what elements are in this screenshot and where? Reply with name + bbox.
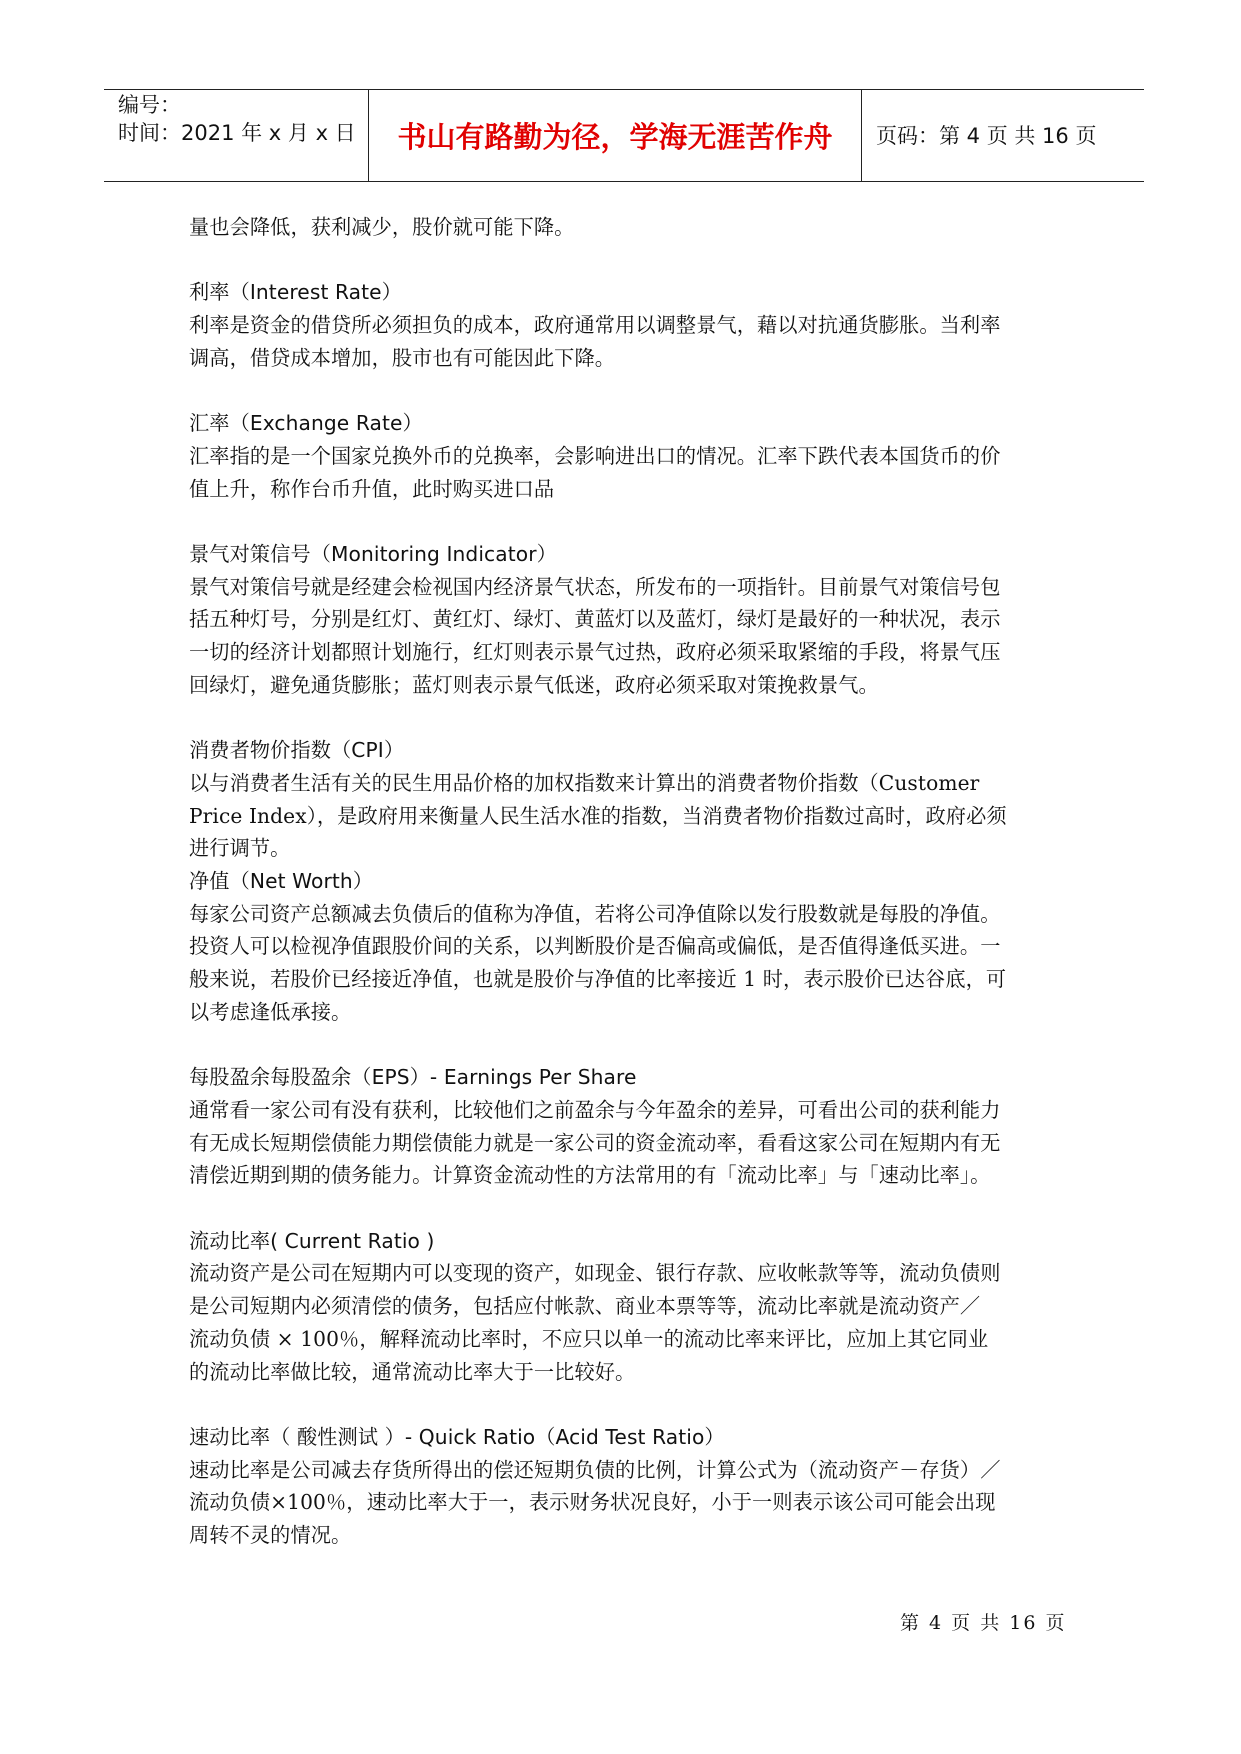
- body-line: 速动比率是公司减去存货所得出的偿还短期负债的比例，计算公式为（流动资产－存货）／: [189, 1457, 1001, 1482]
- body-line: 的流动比率做比较，通常流动比率大于一比较好。: [189, 1359, 636, 1384]
- paragraph-gap: [189, 1192, 1064, 1225]
- body-line: 景气对策信号就是经建会检视国内经济景气状态，所发布的一项指针。目前景气对策信号包: [189, 574, 1001, 599]
- page-footer-number: 第 4 页 共 16 页: [900, 1612, 1067, 1634]
- section-heading-monitoring-indicator: 景气对策信号（Monitoring Indicator）: [189, 541, 557, 566]
- section-heading-cpi: 消费者物价指数（CPI）: [189, 738, 405, 763]
- section-heading-eps: 每股盈余每股盈余（EPS）- Earnings Per Share: [189, 1065, 637, 1090]
- body-line: 量也会降低，获利减少，股价就可能下降。: [189, 215, 575, 239]
- body-line: 值上升，称作台币升值，此时购买进口品: [189, 476, 555, 501]
- section-heading-current-ratio: 流动比率( Current Ratio ): [189, 1228, 435, 1253]
- body-line: 流动负债×100％，速动比率大于一，表示财务状况良好，小于一则表示该公司可能会出现: [189, 1490, 996, 1515]
- body-line: 利率是资金的借贷所必须担负的成本，政府通常用以调整景气，藉以对抗通货膨胀。当利率: [189, 313, 1001, 338]
- paragraph-gap: [189, 702, 1064, 735]
- body-line: 般来说，若股价已经接近净值，也就是股价与净值的比率接近 1 时，表示股价已达谷底，可: [189, 967, 1007, 992]
- document-body: [189, 211, 1064, 1552]
- body-line: 汇率指的是一个国家兑换外币的兑换率，会影响进出口的情况。汇率下跌代表本国货币的价: [189, 443, 1001, 468]
- section-heading-exchange-rate: 汇率（Exchange Rate）: [189, 411, 423, 436]
- header-divider-left: [368, 89, 369, 182]
- paragraph-gap: [189, 505, 1064, 538]
- body-line: 括五种灯号，分别是红灯、黄红灯、绿灯、黄蓝灯以及蓝灯，绿灯是最好的一种状况，表示: [189, 607, 1001, 632]
- header-bottom-rule: [104, 181, 1144, 182]
- document-time-label: 时间：2021 年 x 月 x 日: [118, 121, 356, 145]
- body-line: 每家公司资产总额减去负债后的值称为净值，若将公司净值除以发行股数就是每股的净值。: [189, 901, 1001, 926]
- body-line: 是公司短期内必须清偿的债务，包括应付帐款、商业本票等等，流动比率就是流动资产／: [189, 1294, 981, 1319]
- body-line: 流动负债 × 100％，解释流动比率时，不应只以单一的流动比率来评比，应加上其它同业: [189, 1326, 989, 1351]
- body-line: 以与消费者生活有关的民生用品价格的加权指数来计算出的消费者物价指数（Customer: [189, 770, 980, 795]
- section-heading-quick-ratio: 速动比率（ 酸性测试 ）- Quick Ratio（Acid Test Ratio）: [189, 1424, 725, 1449]
- body-line: 一切的经济计划都照计划施行，红灯则表示景气过热，政府必须采取紧缩的手段，将景气压: [189, 640, 1001, 665]
- body-line: 调高，借贷成本增加，股市也有可能因此下降。: [189, 345, 616, 370]
- body-line: Price Index），是政府用来衡量人民生活水准的指数，当消费者物价指数过高时，政府必须: [189, 803, 1007, 828]
- header-motto: 书山有路勤为径，学海无涯苦作舟: [397, 119, 833, 154]
- paragraph-gap: [189, 244, 1064, 277]
- section-heading-net-worth: 净值（Net Worth）: [189, 869, 374, 893]
- header-divider-right: [861, 89, 862, 182]
- body-line: 周转不灵的情况。: [189, 1523, 352, 1548]
- body-line: 有无成长短期偿债能力期偿债能力就是一家公司的资金流动率，看看这家公司在短期内有无: [189, 1130, 1001, 1155]
- paragraph-gap: [189, 375, 1064, 408]
- document-number-label: 编号：: [118, 93, 181, 117]
- header-page-info: 页码：第 4 页 共 16 页: [876, 124, 1097, 148]
- body-line: 通常看一家公司有没有获利，比较他们之前盈余与今年盈余的差异，可看出公司的获利能力: [189, 1097, 1001, 1122]
- body-line: 流动资产是公司在短期内可以变现的资产，如现金、银行存款、应收帐款等等，流动负债则: [189, 1261, 1001, 1286]
- paragraph-gap: [189, 1388, 1064, 1421]
- page-header: [104, 89, 1144, 183]
- section-heading-interest-rate: 利率（Interest Rate）: [189, 280, 402, 305]
- body-line: 投资人可以检视净值跟股价间的关系，以判断股价是否偏高或偏低，是否值得逢低买进。一: [189, 934, 1001, 959]
- body-line: 回绿灯，避免通货膨胀；蓝灯则表示景气低迷，政府必须采取对策挽救景气。: [189, 672, 879, 697]
- body-line: 进行调节。: [189, 836, 291, 861]
- paragraph-gap: [189, 1029, 1064, 1062]
- body-line: 以考虑逢低承接。: [189, 999, 352, 1024]
- body-line: 清偿近期到期的债务能力。计算资金流动性的方法常用的有「流动比率」与「速动比率」。: [189, 1163, 991, 1188]
- header-meta: [118, 91, 366, 147]
